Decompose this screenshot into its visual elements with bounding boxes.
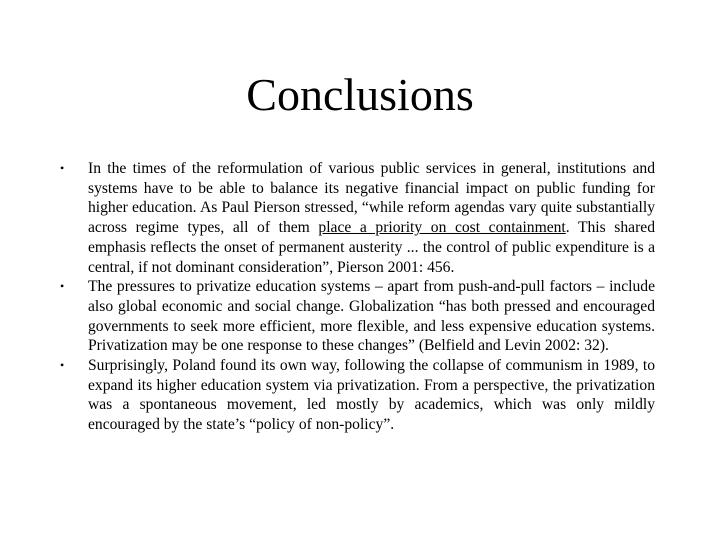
bullet-item-1 <box>0 159 720 277</box>
bullet-marker: • <box>60 161 65 175</box>
bullet-text-1-underlined: place a priority on cost containment <box>318 219 566 237</box>
bullet-item-2 <box>0 277 720 356</box>
bullet-marker: • <box>60 358 65 373</box>
slide-title: Conclusions <box>246 69 474 120</box>
bullet-text-2: The pressures to privatize education systems – apart from push-and-pull factors – include also global economic and social change. Globalization “has both pressed and encouraged governments to seek more efficient, more flexible, and less expensive education systems. Privatization may be one response to these changes” (Belfield and Levin 2002: 32). <box>88 278 655 355</box>
bullet-text-3: Surprisingly, Poland found its own way, following the collapse of communism in 1989, to expand its higher education system via privatization. From a perspective, the privatization was a spontaneous movement, led mostly by academics, which was only mildly encouraged by the state’s “policy of non-policy”. <box>88 357 655 434</box>
bullet-text-1 <box>88 159 655 277</box>
bullet-marker: • <box>60 279 65 294</box>
bullet-text-1-part-2: . This shared emphasis reflects the onset of permanent austerity ... the control of public expenditure is a central, if not dominant consideration”, Pierson 2001: 456. <box>88 219 655 276</box>
bullet-text-1-part-1: In the times of the reformulation of various public services in general, institutions and systems have to be able to balance its negative financial impact on public funding for higher education. As Paul Pierson stressed, “while reform agendas vary quite substantially across regime types, all of them <box>88 160 655 237</box>
bullet-item-3 <box>0 356 720 435</box>
bullet-list <box>0 159 720 435</box>
